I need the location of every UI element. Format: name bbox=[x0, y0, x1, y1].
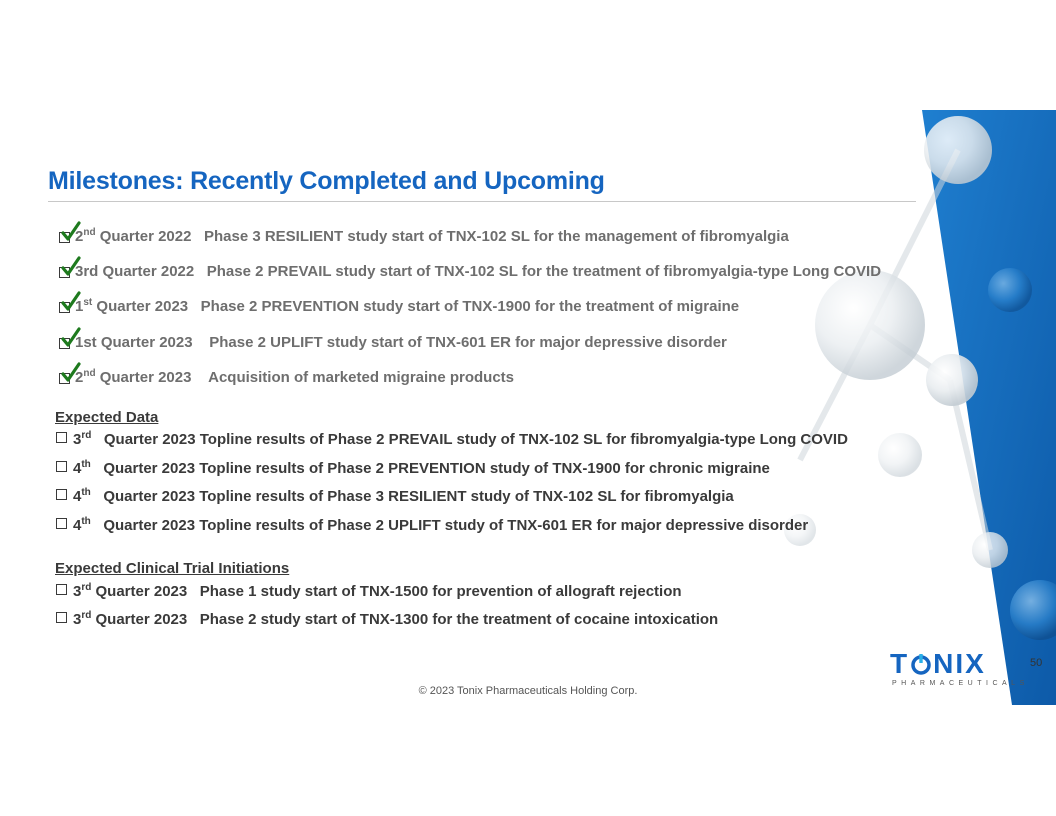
expected-initiations-heading: Expected Clinical Trial Initiations bbox=[55, 560, 290, 577]
milestone-description: Acquisition of marketed migraine products bbox=[208, 369, 515, 386]
expected-data-heading: Expected Data bbox=[55, 409, 159, 426]
checkmark-icon bbox=[61, 221, 81, 243]
checkmark-icon bbox=[61, 362, 81, 384]
page-title: Milestones: Recently Completed and Upcoming bbox=[48, 167, 605, 195]
milestone-quarter: 3rd Quarter 2022 bbox=[75, 263, 195, 280]
item-text: Quarter 2023 Topline results of Phase 2 PREVENTION study of TNX-1900 for chronic migraine bbox=[103, 460, 770, 477]
empty-box-icon bbox=[56, 461, 67, 472]
checkmark-icon bbox=[61, 256, 81, 278]
milestone-quarter: 2nd Quarter 2022 bbox=[75, 227, 192, 245]
list-item: 3rd Quarter 2023 Phase 1 study start of TNX-1500 for prevention of allograft rejection bbox=[56, 583, 682, 601]
empty-box-icon bbox=[56, 518, 67, 529]
empty-box-icon bbox=[56, 612, 67, 623]
completed-item bbox=[75, 298, 739, 316]
list-item: 4th Quarter 2023 Topline results of Phase 3 RESILIENT study of TNX-102 SL for fibromyalgia bbox=[56, 488, 734, 506]
title-divider bbox=[48, 201, 916, 202]
item-text: Quarter 2023 Topline results of Phase 2 PREVAIL study of TNX-102 SL for fibromyalgia-type Long COVID bbox=[103, 431, 848, 448]
tonix-logo bbox=[890, 650, 1029, 687]
slide bbox=[0, 110, 1056, 705]
copyright-footer: © 2023 Tonix Pharmaceuticals Holding Corp. bbox=[418, 685, 638, 697]
milestone-quarter: 1st Quarter 2023 bbox=[75, 297, 189, 315]
milestone-description: Phase 2 PREVENTION study start of TNX-1900 for the treatment of migraine bbox=[200, 298, 740, 315]
list-item: 4th Quarter 2023 Topline results of Phase 2 UPLIFT study of TNX-601 ER for major depressive disorder bbox=[56, 517, 808, 535]
milestone-description: Phase 3 RESILIENT study start of TNX-102 SL for the management of fibromyalgia bbox=[203, 228, 789, 245]
empty-box-icon bbox=[56, 489, 67, 500]
milestone-quarter: 2nd Quarter 2023 bbox=[75, 368, 192, 386]
item-text: Phase 1 study start of TNX-1500 for prevention of allograft rejection bbox=[199, 583, 682, 600]
empty-box-icon bbox=[56, 584, 67, 595]
milestone-description: Phase 2 PREVAIL study start of TNX-102 SL for the treatment of fibromyalgia-type Long COVID bbox=[206, 263, 882, 280]
power-o-icon bbox=[910, 653, 932, 675]
completed-item bbox=[75, 369, 514, 387]
list-item: 3rd Quarter 2023 Topline results of Phase 2 PREVAIL study of TNX-102 SL for fibromyalgia-type Long COVID bbox=[56, 431, 848, 449]
logo-text: NIX bbox=[933, 648, 986, 679]
milestone-quarter: 1st Quarter 2023 bbox=[75, 334, 193, 351]
item-text: Phase 2 study start of TNX-1300 for the treatment of cocaine intoxication bbox=[199, 611, 719, 628]
logo-text: T bbox=[890, 648, 910, 679]
completed-item bbox=[75, 228, 789, 246]
item-text: Quarter 2023 Topline results of Phase 2 UPLIFT study of TNX-601 ER for major depressive disorder bbox=[103, 517, 809, 534]
milestone-description: Phase 2 UPLIFT study start of TNX-601 ER for major depressive disorder bbox=[209, 334, 727, 351]
item-text: Quarter 2023 Topline results of Phase 3 RESILIENT study of TNX-102 SL for fibromyalgia bbox=[103, 488, 734, 505]
empty-box-icon bbox=[56, 432, 67, 443]
completed-item bbox=[75, 263, 881, 281]
page-number: 50 bbox=[1030, 657, 1043, 669]
checkmark-icon bbox=[61, 327, 81, 349]
list-item: 4th Quarter 2023 Topline results of Phase 2 PREVENTION study of TNX-1900 for chronic migraine bbox=[56, 460, 770, 478]
logo-subtitle: PHARMACEUTICALS bbox=[892, 680, 1029, 687]
checkmark-icon bbox=[61, 291, 81, 313]
list-item: 3rd Quarter 2023 Phase 2 study start of TNX-1300 for the treatment of cocaine intoxication bbox=[56, 611, 718, 629]
completed-item bbox=[75, 334, 727, 352]
